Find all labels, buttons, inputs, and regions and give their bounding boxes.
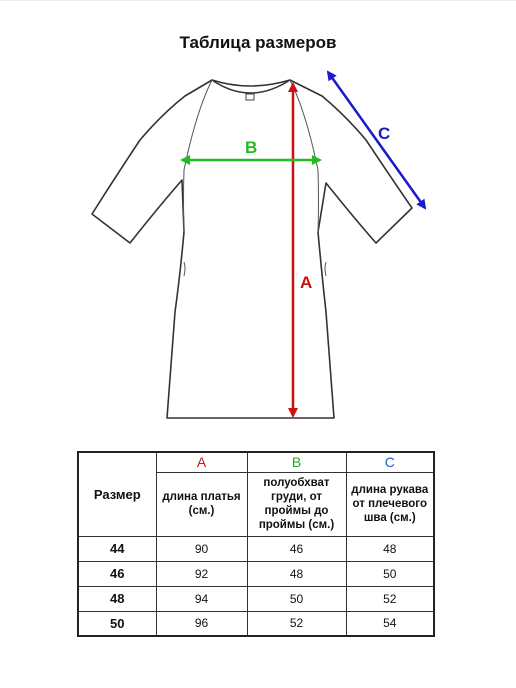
- dress-outline: [92, 80, 412, 418]
- size-cell: 48: [78, 586, 156, 611]
- size-column-header: Размер: [78, 452, 156, 536]
- value-b-cell: 52: [247, 611, 346, 636]
- label-a: A: [300, 273, 313, 292]
- value-c-cell: 54: [346, 611, 434, 636]
- column-a-letter: A: [156, 452, 247, 472]
- table-row: [78, 561, 434, 586]
- value-a-cell: 94: [156, 586, 247, 611]
- label-b: B: [245, 138, 258, 157]
- size-table: [77, 451, 435, 637]
- value-c-cell: 48: [346, 536, 434, 561]
- label-c: C: [378, 124, 391, 143]
- value-c-cell: 50: [346, 561, 434, 586]
- column-b-header: полуобхват груди, от проймы до проймы (см.): [247, 472, 346, 536]
- column-a-header: длина платья (см.): [156, 472, 247, 536]
- column-b-letter: B: [247, 452, 346, 472]
- table-row: [78, 586, 434, 611]
- size-cell: 44: [78, 536, 156, 561]
- value-b-cell: 50: [247, 586, 346, 611]
- page-title: Таблица размеров: [179, 33, 337, 52]
- value-b-cell: 48: [247, 561, 346, 586]
- column-c-header: длина рукава от плечевого шва (см.): [346, 472, 434, 536]
- table-row: [78, 536, 434, 561]
- value-c-cell: 52: [346, 586, 434, 611]
- column-c-letter: C: [346, 452, 434, 472]
- value-a-cell: 90: [156, 536, 247, 561]
- table-row: [78, 611, 434, 636]
- value-a-cell: 92: [156, 561, 247, 586]
- value-a-cell: 96: [156, 611, 247, 636]
- size-cell: 50: [78, 611, 156, 636]
- size-cell: 46: [78, 561, 156, 586]
- value-b-cell: 46: [247, 536, 346, 561]
